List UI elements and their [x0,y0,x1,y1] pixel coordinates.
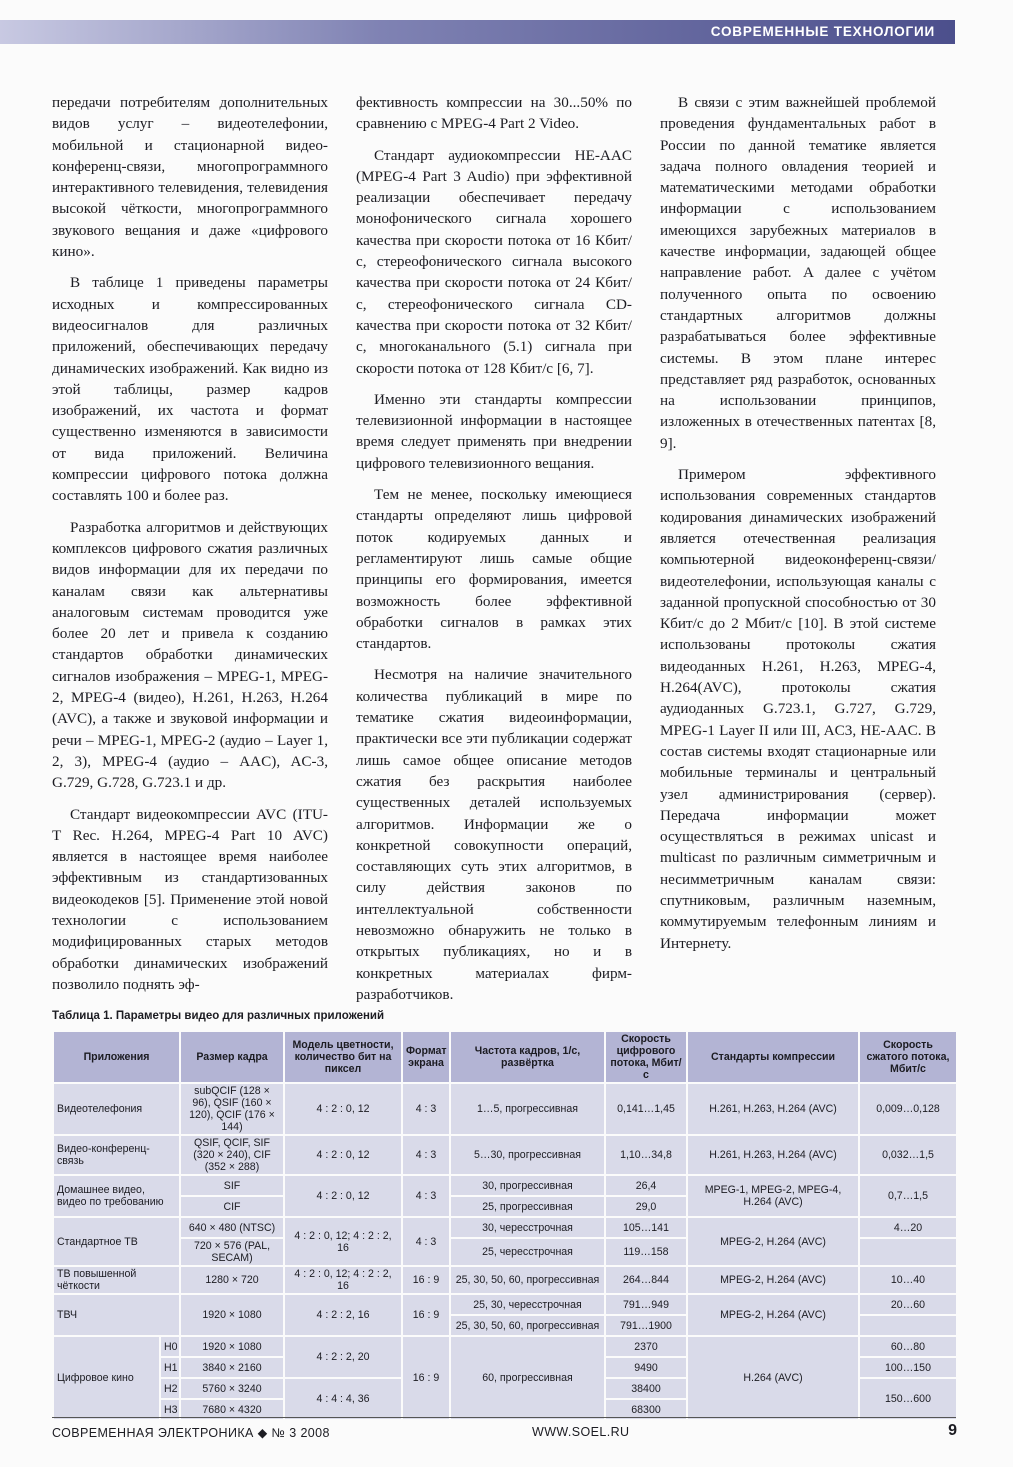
table-cell: 119…158 [605,1238,687,1266]
table-cell: 25, 30, 50, 60, прогрессивная [450,1315,605,1336]
table-row [53,1336,957,1357]
paragraph: Разработка алгоритмов и действующих комплексов цифрового сжатия различных видов информации для их передачи по каналам связи как альтернативы аналоговым системам проводится уже более 20 лет и привела к созданию стандартов обработки динамических сигналов изображения – MPEG-1, MPEG-2, MPEG-4 (видео), H.261, H.263, H.264 (AVC), а также и звуковой информации и речи – MPEG-1, MPEG-2 (аудио – Layer 1, 2, 3), MPEG-4 (аудио – AAC), AC-3, G.729, G.728, G.723.1 и др. [52,518,328,792]
header-cell: Формат экрана [402,1031,450,1083]
table-cell: H1 [160,1357,180,1378]
table-cell: 20…60 [859,1294,957,1315]
header-cell: Размер кадра [180,1031,284,1083]
table-cell: 4 : 3 [402,1217,450,1266]
table-cell: H.261, H.263, H.264 (AVC) [687,1083,859,1135]
table-cell: 4 : 4 : 4, 36 [284,1378,402,1420]
table-cell: 4 : 2 : 0, 12 [284,1135,402,1175]
table-row [53,1217,957,1238]
table-cell: 1280 × 720 [180,1266,284,1294]
table-cell: CIF [180,1196,284,1217]
table-cell: 150…600 [859,1378,957,1420]
table-cell: 1,10…34,8 [605,1135,687,1175]
table-cell: 1…5, прогрессивная [450,1083,605,1135]
table-cell: 29,0 [605,1196,687,1217]
table-cell: MPEG-1, MPEG-2, MPEG-4, H.264 (AVC) [687,1175,859,1217]
table-cell: H3 [160,1399,180,1420]
paragraph: передачи потребителям дополнительных видов услуг – видеотелефонии, мобильной и стационарной видео-конференц-связи, многопрограммного интерактивного телевидения, телевидения высокой чёткости, многопрограммного звукового вещания и даже «цифрового кино». [52,94,328,261]
section-title: СОВРЕМЕННЫЕ ТЕХНОЛОГИИ [710,24,935,39]
table-cell: 60…80 [859,1336,957,1357]
header-cell: Скорость сжатого потока, Мбит/с [859,1031,957,1083]
text-column-1 [52,92,328,1005]
table-cell: 5760 × 3240 [180,1378,284,1399]
table-cell: 4 : 2 : 0, 12; 4 : 2 : 2, 16 [284,1217,402,1266]
journal-name: СОВРЕМЕННАЯ ЭЛЕКТРОНИКА ◆ № 3 2008 [52,1426,330,1440]
table-cell: 7680 × 4320 [180,1399,284,1420]
table-cell: 25, 30, чересстрочная [450,1294,605,1315]
table-cell: 16 : 9 [402,1294,450,1336]
table-cell: 10…40 [859,1266,957,1294]
table-cell: Цифровое кино [53,1336,160,1420]
table-cell: 16 : 9 [402,1266,450,1294]
table-cell: 4 : 2 : 0, 12 [284,1175,402,1217]
table-cell: 791…1900 [605,1315,687,1336]
footer-divider [52,1417,956,1418]
table-cell: 25, чересстрочная [450,1238,605,1266]
table-cell: 9490 [605,1357,687,1378]
page-number: 9 [948,1422,957,1439]
table-cell: MPEG-2, H.264 (AVC) [687,1217,859,1266]
table-cell: 1920 × 1080 [180,1336,284,1357]
table-cell: Видео-конференц-связь [53,1135,180,1175]
paragraph: В таблице 1 приведены параметры исходных и компрессированных видеосигналов для различных приложений, обеспечивающих передачу динамических изображений. Как видно из этой таблицы, размер кадров изображений, их частота и формат существенно изменяются в зависимости от вида приложений. Величина компрессии цифрового потока должна составлять 100 и более раз. [52,274,328,505]
paragraph: Именно эти стандарты компрессии телевизионной информации в настоящее время следует применять при внедрении цифрового телевизионного вещания. [356,390,632,472]
text-column-3 [660,92,936,964]
table-cell: 4 : 2 : 2, 16 [284,1294,402,1336]
table-cell [859,1315,957,1336]
table-cell: 1920 × 1080 [180,1294,284,1336]
table-row [53,1135,957,1175]
table-cell: 4 : 3 [402,1083,450,1135]
table-cell: 68300 [605,1399,687,1420]
header-cell: Приложения [53,1031,180,1083]
paragraph: фективность компрессии на 30...50% по сравнению с MPEG-4 Part 2 Video. [356,94,632,133]
table-cell: 0,141…1,45 [605,1083,687,1135]
table-cell: 2370 [605,1336,687,1357]
table-cell: 4 : 2 : 2, 20 [284,1336,402,1378]
header-cell: Стандарты компрессии [687,1031,859,1083]
website-link[interactable]: WWW.SOEL.RU [532,1425,630,1439]
table-row [53,1294,957,1315]
text-column-2 [356,92,632,1015]
table-cell: 30, прогрессивная [450,1175,605,1196]
table-cell: 25, 30, 50, 60, прогрессивная [450,1266,605,1294]
table-cell: Видеотелефония [53,1083,180,1135]
table-header-row [53,1031,957,1083]
table-cell: H.264 (AVC) [687,1336,859,1420]
header-cell: Частота кадров, 1/с, развёртка [450,1031,605,1083]
table-cell: 720 × 576 (PAL, SECAM) [180,1238,284,1266]
paragraph: В связи с этим важнейшей проблемой проведения фундаментальных работ в России по данной тематике является задача полного овладения теорией и математическими методами обработки информации с использованием имеющихся зарубежных материалов в качестве информации, задающей общее направление работ. А далее с учётом полученного опыта по освоению стандартных алгоритмов должны разрабатываться более эффективные системы. В этом плане интерес представляет ряд разработок, основанных на использовании принципов, изложенных в отечественных патентах [8, 9]. [660,94,936,452]
table-cell: 25, прогрессивная [450,1196,605,1217]
table-cell: Домашнее видео, видео по требованию [53,1175,180,1217]
table-cell: H2 [160,1378,180,1399]
table-cell: SIF [180,1175,284,1196]
table-cell: QSIF, QCIF, SIF (320 × 240), CIF (352 × 288) [180,1135,284,1175]
table-cell: 60, прогрессивная [450,1336,605,1420]
table-cell: 640 × 480 (NTSC) [180,1217,284,1238]
table-cell: 16 : 9 [402,1336,450,1420]
paragraph: Несмотря на наличие значительного количества публикаций в мире по тематике сжатия видеоинформации, практически все эти публикации содержат лишь самое общее описание методов сжатия без раскрытия наиболее существенных деталей используемых алгоритмов. Информации же о конкретной совокупности операций, составляющих суть этих алгоритмов, в силу действия законов по интеллектуальной собственности невозможно обнаружить не только в открытых публикациях, но и в конкретных материалах фирм-разработчиков. [356,666,632,1003]
parameters-table [52,1030,958,1421]
table-cell: subQCIF (128 × 96), QSIF (160 × 120), QCIF (176 × 144) [180,1083,284,1135]
table-cell: H0 [160,1336,180,1357]
table-cell: 791…949 [605,1294,687,1315]
table-cell: 5…30, прогрессивная [450,1135,605,1175]
paragraph: Примером эффективного использования современных стандартов кодирования динамических изображений является отечественная реализация компьютерной видеоконференц-связи/видеотелефонии, использующая каналы с заданной пропускной способностью от 30 Кбит/с до 2 Мбит/с [10]. В этой системе использованы протоколы сжатия видеоданных H.261, H.263, MPEG-4, H.264(AVC), протоколы сжатия аудиоданных G.723.1, G.727, G.729, MPEG-1 Layer II или III, AC3, HE-AAC. В состав системы входят стационарные или мобильные терминалы и центральный узел администрирования (сервер). Передача информации может осуществляться в режимах unicast и multicast по различным симметричным и несимметричным каналам связи: спутниковым, различным наземным, коммутируемым телефонным линиям и Интернету. [660,466,936,952]
paragraph: Стандарт аудиокомпрессии HE-AAC (MPEG-4 Part 3 Audio) при эффективной реализации обеспечивает передачу монофонического сигнала хорошего качества при скорости потока от 16 Кбит/с, стереофонического сигнала высокого качества при скорости потока от 24 Кбит/с, стереофонического сигнала CD-качества при скорости потока от 32 Кбит/с, многоканального (5.1) сигнала при скорости потока от 128 Кбит/с [6, 7]. [356,146,632,377]
table-cell: MPEG-2, H.264 (AVC) [687,1266,859,1294]
table-cell: H.261, H.263, H.264 (AVC) [687,1135,859,1175]
header-cell: Модель цветности, количество бит на пиксел [284,1031,402,1083]
header-cell: Скорость цифрового потока, Мбит/с [605,1031,687,1083]
table-cell: 30, чересстрочная [450,1217,605,1238]
table-cell: ТВЧ [53,1294,180,1336]
table-row [53,1083,957,1135]
table-cell: 264…844 [605,1266,687,1294]
table-row [53,1266,957,1294]
table-cell: MPEG-2, H.264 (AVC) [687,1294,859,1336]
table-cell: Стандартное ТВ [53,1217,180,1266]
table-cell: 4 : 2 : 0, 12 [284,1083,402,1135]
table-cell: 0,009…0,128 [859,1083,957,1135]
paragraph: Тем не менее, поскольку имеющиеся стандарты определяют лишь цифровой поток кодируемых данных и регламентируют лишь самые общие принципы его формирования, имеется возможность более эффективной обработки сигналов в рамках этих стандартов. [356,486,632,653]
paragraph: Стандарт видеокомпрессии AVC (ITU-T Rec. H.264, MPEG-4 Part 10 AVC) является в настоящее время наиболее эффективным из стандартизованных видеокодеков [5]. Применение этой новой технологии с использованием модифицированных старых методов обработки динамических изображений позволило поднять эф- [52,805,328,993]
table-cell: 0,032…1,5 [859,1135,957,1175]
table-cell: 26,4 [605,1175,687,1196]
table-caption: Таблица 1. Параметры видео для различных приложений [52,1010,385,1022]
table-cell: 4 : 3 [402,1135,450,1175]
table-cell: 105…141 [605,1217,687,1238]
table-cell: 0,7…1,5 [859,1175,957,1217]
table-cell: ТВ повышенной чёткости [53,1266,180,1294]
table-cell: 4 : 2 : 0, 12; 4 : 2 : 2, 16 [284,1266,402,1294]
table-cell: 4 : 3 [402,1175,450,1217]
table-cell: 38400 [605,1378,687,1399]
table-cell: 4…20 [859,1217,957,1238]
table-cell [859,1238,957,1266]
table-cell: 100…150 [859,1357,957,1378]
table-cell: 3840 × 2160 [180,1357,284,1378]
table-row [53,1175,957,1196]
